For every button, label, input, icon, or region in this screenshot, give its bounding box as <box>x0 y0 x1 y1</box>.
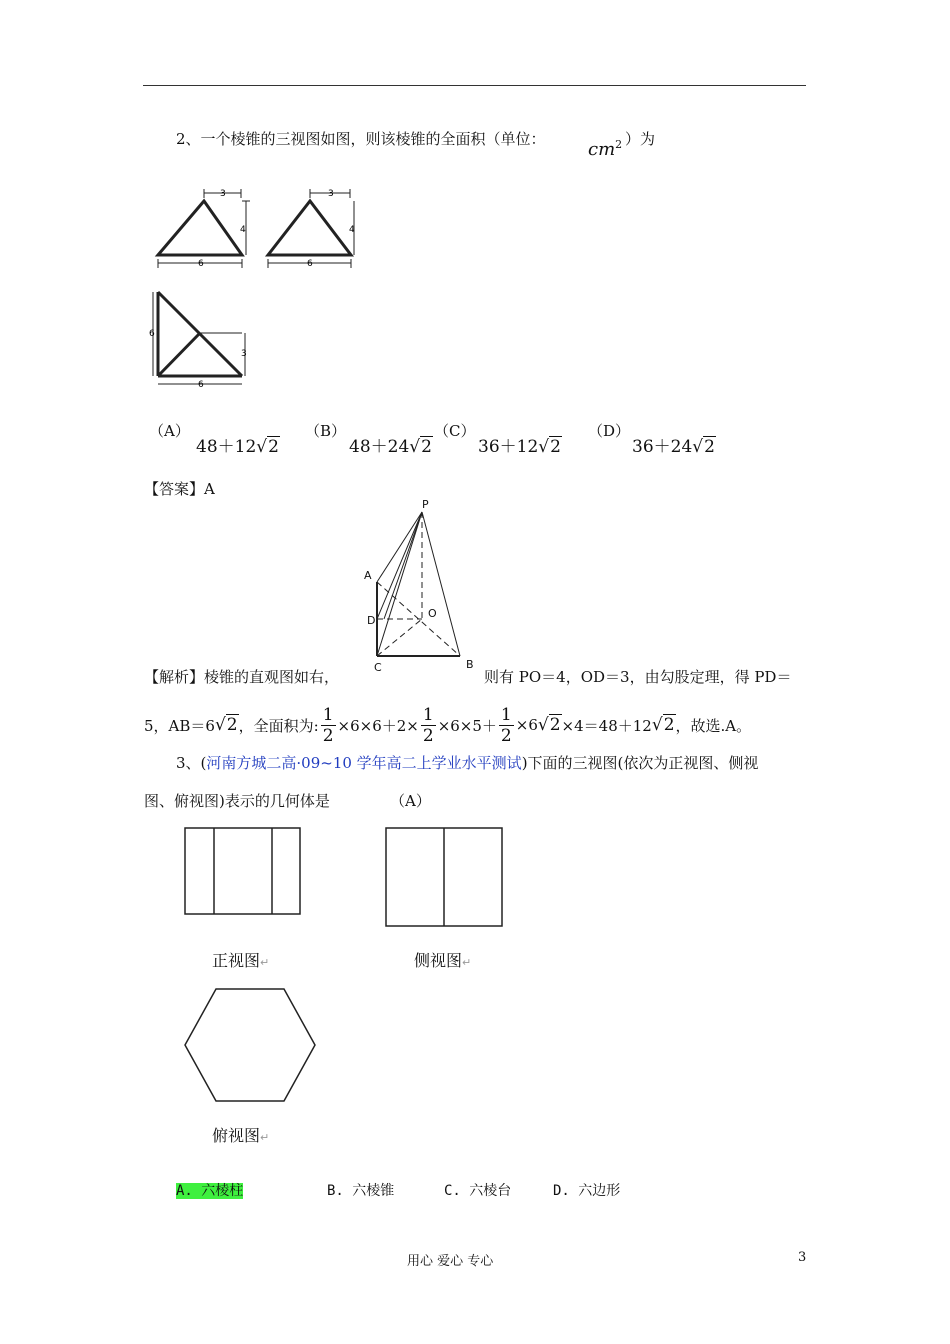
q2-analysis-line2: 5，AB＝6 √2 ，全面积为: $\frac{1}{2}$ ×6×6＋2× $\frac{1}{2}$ ×6×5＋ $\frac{1}{2}$ ×6 √2 ×4＝48＋12 √2 ，故选.A。 <box>144 704 752 746</box>
q2-dim-height-side: 4 <box>349 225 355 235</box>
q2-option-c-value: 36＋12√2 <box>478 437 561 457</box>
q2-dim-top-side: 3 <box>328 189 334 199</box>
q2-pyramid-figure <box>362 496 480 674</box>
q3-side-view <box>385 827 505 929</box>
q2-unit: $cm^2$ <box>588 138 623 160</box>
q2-dim-base-front: 6 <box>198 259 204 269</box>
q2-analysis-tail: 则有 PO＝4，OD＝3，由勾股定理，得 PD＝ <box>484 668 792 686</box>
pyr-label-c: C <box>374 661 382 674</box>
q3-option-d: D. 六边形 <box>553 1183 621 1199</box>
q2-option-a-value: 48＋12√2 <box>196 437 279 457</box>
pyr-label-p: P <box>422 498 429 511</box>
q2-stem: 2、一个棱锥的三视图如图，则该棱锥的全面积（单位： <box>176 130 546 148</box>
q2-dim-base-side: 6 <box>307 259 313 269</box>
pyr-label-b: B <box>466 658 474 671</box>
q2-dim-top-front: 3 <box>220 189 226 199</box>
q3-side-view-caption: 侧视图↵ <box>414 951 472 970</box>
q2-dim-base-top: 6 <box>198 380 204 390</box>
q3-front-view <box>184 827 302 917</box>
q2-option-d-label: （D） <box>588 422 631 440</box>
q2-dim-side-h: 3 <box>241 349 247 359</box>
q2-analysis-head: 【解析】棱锥的直观图如右， <box>144 668 340 686</box>
q3-top-view-caption: 俯视图↵ <box>212 1126 270 1145</box>
q2-option-b-label: （B） <box>305 422 347 440</box>
footer-center: 用心 爱心 专心 <box>407 1254 494 1269</box>
pyr-label-o: O <box>428 607 437 620</box>
q2-three-views-figure <box>148 180 373 390</box>
q2-stem-end: ）为 <box>625 130 656 148</box>
q3-option-a: A. 六棱柱 <box>176 1183 244 1199</box>
q2-dim-height-front: 4 <box>240 225 246 235</box>
q3-answer-mark: （A） <box>390 792 431 810</box>
q3-option-c: C. 六棱台 <box>444 1183 512 1199</box>
q2-option-b-value: 48＋24√2 <box>349 437 432 457</box>
q3-top-view <box>183 987 318 1105</box>
q3-source: 河南方城二高·09~10 学年高二上学业水平测试 <box>206 754 522 772</box>
q2-option-a-label: （A） <box>149 422 190 440</box>
q3-option-b: B. 六棱锥 <box>327 1183 395 1199</box>
q3-stem: 3、(河南方城二高·09~10 学年高二上学业水平测试)下面的三视图(依次为正视图、侧视 <box>176 754 759 772</box>
pyr-label-d: D <box>367 614 376 627</box>
header-rule <box>143 85 806 86</box>
q3-front-view-caption: 正视图↵ <box>212 951 270 970</box>
q2-dim-left-top: 6 <box>149 329 155 339</box>
q3-stem2: 图、俯视图)表示的几何体是 <box>144 792 330 810</box>
page-number: 3 <box>798 1250 807 1265</box>
q2-option-d-value: 36＋24√2 <box>632 437 715 457</box>
q2-option-c-label: （C） <box>434 422 476 440</box>
q2-answer: 【答案】A <box>144 480 215 498</box>
pyr-label-a: A <box>364 569 372 582</box>
